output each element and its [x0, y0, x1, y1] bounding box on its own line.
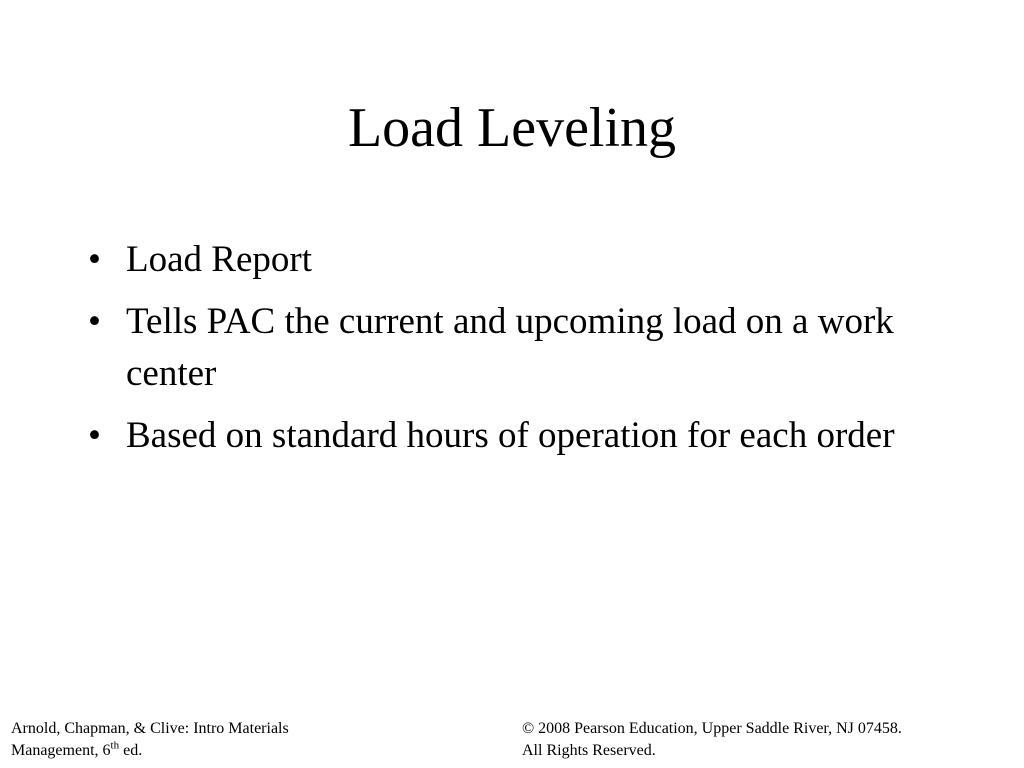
bullet-dot-icon: •	[88, 301, 101, 342]
footer-citation-line-1: Arnold, Chapman, & Clive: Intro Materials	[11, 720, 289, 737]
footer-citation-suffix: ed.	[119, 742, 143, 759]
slide-title: Load Leveling	[347, 97, 677, 159]
bullet-text: Tells PAC the current and upcoming load on a work center	[126, 301, 894, 394]
footer-citation	[11, 718, 411, 762]
bullet-text: Based on standard hours of operation for each order	[126, 415, 895, 456]
bullet-item-load-report	[88, 234, 958, 286]
footer-copyright	[522, 718, 1017, 762]
footer-citation-text: Management, 6	[11, 742, 111, 759]
bullet-text: Load Report	[126, 239, 312, 280]
bullet-dot-icon: •	[88, 415, 101, 456]
bullet-item-tells-pac	[88, 296, 958, 400]
bullet-list	[88, 234, 958, 472]
bullet-item-standard-hours	[88, 410, 958, 462]
footer-copyright-line-1: © 2008 Pearson Education, Upper Saddle River, NJ 07458.	[522, 720, 902, 737]
footer-citation-line-2	[11, 740, 411, 762]
footer-edition-superscript: th	[110, 739, 120, 752]
bullet-dot-icon: •	[88, 239, 101, 280]
footer-copyright-line-2: All Rights Reserved.	[522, 742, 656, 759]
